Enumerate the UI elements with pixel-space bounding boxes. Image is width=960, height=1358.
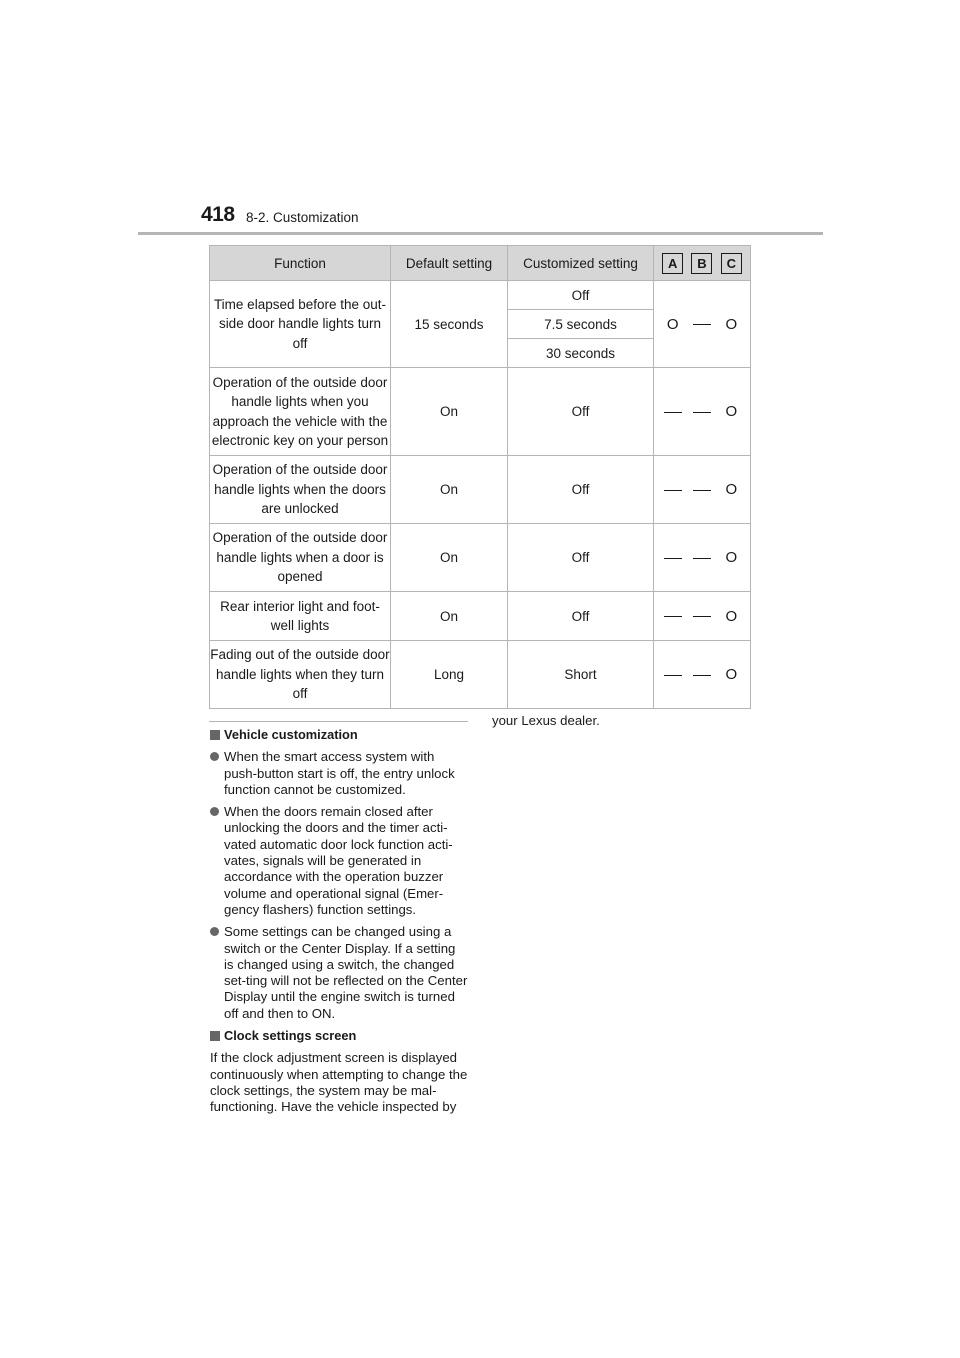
mark-c: O: [725, 549, 738, 566]
dash-mark: [664, 412, 682, 413]
customized-option: Off: [508, 281, 654, 310]
clock-settings-heading-text: Clock settings screen: [224, 1028, 357, 1044]
mark-a: [662, 404, 684, 419]
default-cell: On: [391, 456, 508, 524]
header-function: Function: [210, 246, 391, 281]
dash-mark: [693, 675, 711, 676]
clock-settings-heading: [210, 1028, 468, 1044]
customized-cell: Off: [508, 524, 654, 592]
function-cell: Rear interior light and foot-well lights: [210, 592, 391, 641]
mark-b: [691, 404, 713, 419]
default-cell: Long: [391, 641, 508, 709]
dash-mark: [693, 558, 711, 559]
mark-b: [691, 550, 713, 565]
dash-mark: [664, 616, 682, 617]
header-abc: [654, 246, 751, 281]
dash-mark: [693, 324, 711, 325]
note-text: When the smart access system with push-button start is off, the entry unlock function cannot be customized.: [224, 749, 455, 797]
function-cell: Operation of the outside door handle lights when a door is opened: [210, 524, 391, 592]
note-bullet: [210, 924, 468, 1022]
dash-mark: [664, 675, 682, 676]
table-row: [210, 592, 751, 641]
mark-a: O: [666, 315, 679, 333]
square-bullet-icon: [210, 1031, 220, 1041]
letter-b-box: B: [691, 253, 712, 274]
customized-option: 7.5 seconds: [508, 310, 654, 339]
mark-b: [691, 609, 713, 624]
customized-cell: Off: [508, 456, 654, 524]
circle-bullet-icon: [210, 752, 219, 761]
dash-mark: [664, 490, 682, 491]
mark-c: O: [725, 403, 738, 420]
default-cell: 15 seconds: [391, 281, 508, 368]
table-row: [210, 641, 751, 709]
mark-c: O: [725, 315, 738, 333]
note-text: Some settings can be changed using a switch or the Center Display. If a setting is changed using a switch, the changed set-ting will not be reflected on the Center Display until the engine switch is turned off and then to ON.: [224, 924, 468, 1021]
mark-a: [662, 667, 684, 682]
vehicle-customization-heading-text: Vehicle customization: [224, 727, 358, 742]
dash-mark: [693, 412, 711, 413]
customized-cell: Off: [508, 368, 654, 456]
notes-right-column: [492, 713, 752, 729]
notes-left-column: [210, 727, 468, 1116]
circle-bullet-icon: [210, 927, 219, 936]
page-number: 418: [201, 203, 235, 226]
mark-a: [662, 609, 684, 624]
notes-rule: [209, 721, 468, 722]
letter-a-box: A: [662, 253, 683, 274]
table-header-row: [210, 246, 751, 281]
customization-table: [209, 245, 751, 709]
abc-cell: [654, 641, 751, 709]
note-bullet: [210, 749, 468, 798]
dash-mark: [693, 616, 711, 617]
customized-option: 30 seconds: [508, 339, 654, 368]
default-cell: On: [391, 368, 508, 456]
mark-c: O: [725, 666, 738, 683]
vehicle-customization-heading: [210, 727, 468, 743]
table-row: [210, 524, 751, 592]
dash-mark: [664, 558, 682, 559]
default-cell: On: [391, 592, 508, 641]
function-cell: Operation of the outside door handle lights when the doors are unlocked: [210, 456, 391, 524]
mark-b: [691, 317, 713, 332]
letter-c-box: C: [721, 253, 742, 274]
function-cell: Operation of the outside door handle lights when you approach the vehicle with the electronic key on your person: [210, 368, 391, 456]
note-bullet: [210, 804, 468, 918]
mark-c: O: [725, 607, 738, 625]
clock-settings-continued: your Lexus dealer.: [492, 713, 600, 728]
section-title: 8-2. Customization: [246, 210, 359, 225]
table-row: [210, 456, 751, 524]
abc-cell: [654, 368, 751, 456]
mark-c: O: [725, 481, 738, 498]
circle-bullet-icon: [210, 807, 219, 816]
square-bullet-icon: [210, 730, 220, 740]
abc-cell: [654, 456, 751, 524]
mark-b: [691, 667, 713, 682]
note-text: When the doors remain closed after unlocking the doors and the timer acti-vated automatic door lock function acti-vates, signals will be generated in accordance with the operation buzzer volume and operational signal (Emer-gency flashers) function settings.: [224, 804, 453, 917]
default-cell: On: [391, 524, 508, 592]
customized-cell: Off: [508, 592, 654, 641]
header-rule: [138, 232, 823, 235]
customized-cell: Short: [508, 641, 654, 709]
function-cell: Time elapsed before the out-side door handle lights turn off: [210, 281, 391, 368]
header-default-setting: Default setting: [391, 246, 508, 281]
mark-a: [662, 482, 684, 497]
dash-mark: [693, 490, 711, 491]
abc-cell: [654, 281, 751, 368]
abc-cell: [654, 592, 751, 641]
header-customized-setting: Customized setting: [508, 246, 654, 281]
mark-b: [691, 482, 713, 497]
table-row: [210, 368, 751, 456]
mark-a: [662, 550, 684, 565]
abc-cell: [654, 524, 751, 592]
table-row: [210, 281, 751, 310]
function-cell: Fading out of the outside door handle lights when they turn off: [210, 641, 391, 709]
clock-settings-text: If the clock adjustment screen is displayed continuously when attempting to change the clock settings, the system may be mal-functioning. Have the vehicle inspected by: [210, 1050, 468, 1115]
